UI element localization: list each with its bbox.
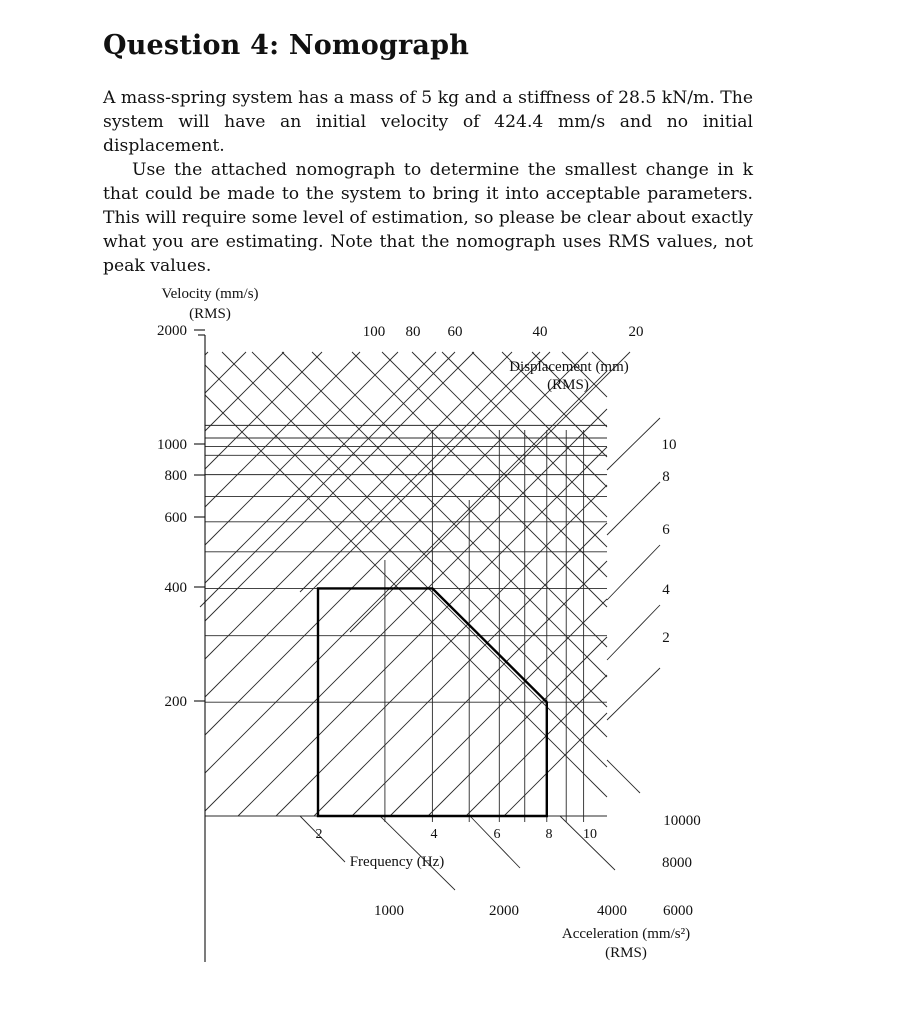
displacement-tick-label: 8	[662, 469, 670, 485]
displacement-line	[276, 485, 607, 816]
displacement-leader-line	[200, 352, 455, 607]
displacement-tick-label: 80	[405, 324, 421, 340]
displacement-tick-label: 20	[628, 324, 644, 340]
displacement-line	[205, 352, 246, 393]
problem-paragraph-2: Use the attached nomograph to determine the smallest change in k that could be made to the system to bring it into acceptable parameters. This will require some level of estimation, so please be clear about exactly what you are estimating. Note that the nomograph uses RMS values, not peak values.	[103, 160, 754, 276]
acceleration-tick-label: 4000	[597, 903, 627, 919]
displacement-line	[428, 637, 607, 816]
displacement-leader-line	[607, 545, 660, 600]
frequency-tick-label: 2	[315, 827, 323, 842]
acceleration-axis-label: Acceleration (mm/s²)	[561, 926, 691, 942]
problem-paragraph-1: A mass-spring system has a mass of 5 kg and a stiffness of 28.5 kN/m. The system will have an initial velocity of 424.4 mm/s and no initial displacement.	[103, 88, 753, 156]
velocity-tick-label: 400	[164, 580, 187, 596]
acceleration-line	[282, 352, 607, 677]
displacement-leader-line	[300, 352, 540, 592]
displacement-tick-label: 10	[661, 437, 677, 453]
acceleration-tick-label: 2000	[489, 903, 519, 919]
velocity-tick-label: 600	[164, 510, 187, 526]
displacement-leader-line	[607, 418, 660, 470]
displacement-line	[205, 352, 398, 545]
displacement-leader-line	[607, 482, 660, 535]
displacement-tick-label: 2	[662, 630, 670, 646]
acceleration-tick-label: 1000	[374, 903, 404, 919]
velocity-tick-label: 1000	[157, 437, 187, 453]
velocity-tick-label: 200	[164, 694, 187, 710]
displacement-leader-line	[607, 605, 660, 660]
nomograph-axes	[194, 330, 205, 962]
frequency-tick-label: 10	[583, 827, 597, 842]
displacement-tick-label: 60	[447, 324, 463, 340]
frequency-tick-label: 4	[430, 827, 438, 842]
displacement-line	[504, 713, 607, 816]
acceleration-leader-line	[470, 816, 520, 868]
displacement-tick-label: 100	[362, 324, 386, 340]
acceleration-leader-line	[380, 816, 455, 890]
velocity-axis-sublabel: (RMS)	[189, 306, 231, 322]
frequency-axis-label: Frequency (Hz)	[349, 854, 445, 870]
displacement-line	[205, 352, 474, 621]
acceleration-line	[312, 352, 607, 647]
acceleration-leader-line	[560, 816, 615, 870]
nomograph-labels	[157, 286, 701, 961]
displacement-line	[205, 352, 550, 697]
velocity-tick-label: 2000	[157, 323, 187, 339]
question-title: Question 4: Nomograph	[103, 30, 470, 61]
acceleration-leader-line	[607, 760, 640, 793]
displacement-line	[238, 447, 607, 816]
displacement-axis-sublabel: (RMS)	[547, 377, 589, 393]
acceleration-tick-label: 10000	[663, 813, 701, 829]
displacement-line	[205, 352, 588, 735]
acceleration-axis-sublabel: (RMS)	[605, 945, 647, 961]
displacement-line	[205, 352, 284, 431]
velocity-tick-label: 800	[164, 468, 187, 484]
displacement-line	[205, 352, 360, 507]
frequency-tick-label: 8	[545, 827, 553, 842]
nomograph-grid	[200, 352, 660, 890]
displacement-line	[352, 561, 607, 816]
acceleration-tick-label: 8000	[662, 855, 692, 871]
velocity-axis-label: Velocity (mm/s)	[161, 286, 259, 302]
displacement-line	[314, 523, 607, 816]
acceleration-line	[252, 352, 607, 707]
acceleration-tick-label: 6000	[663, 903, 693, 919]
frequency-tick-label: 6	[493, 827, 501, 842]
acceleration-line	[222, 352, 607, 737]
acceleration-leader-line	[300, 816, 345, 862]
displacement-tick-label: 4	[662, 582, 670, 598]
displacement-tick-label: 40	[532, 324, 548, 340]
displacement-tick-label: 6	[662, 522, 670, 538]
displacement-line	[205, 352, 436, 583]
displacement-line	[205, 352, 322, 469]
displacement-axis-label: Displacement (mm)	[509, 359, 629, 375]
displacement-leader-line	[607, 668, 660, 720]
